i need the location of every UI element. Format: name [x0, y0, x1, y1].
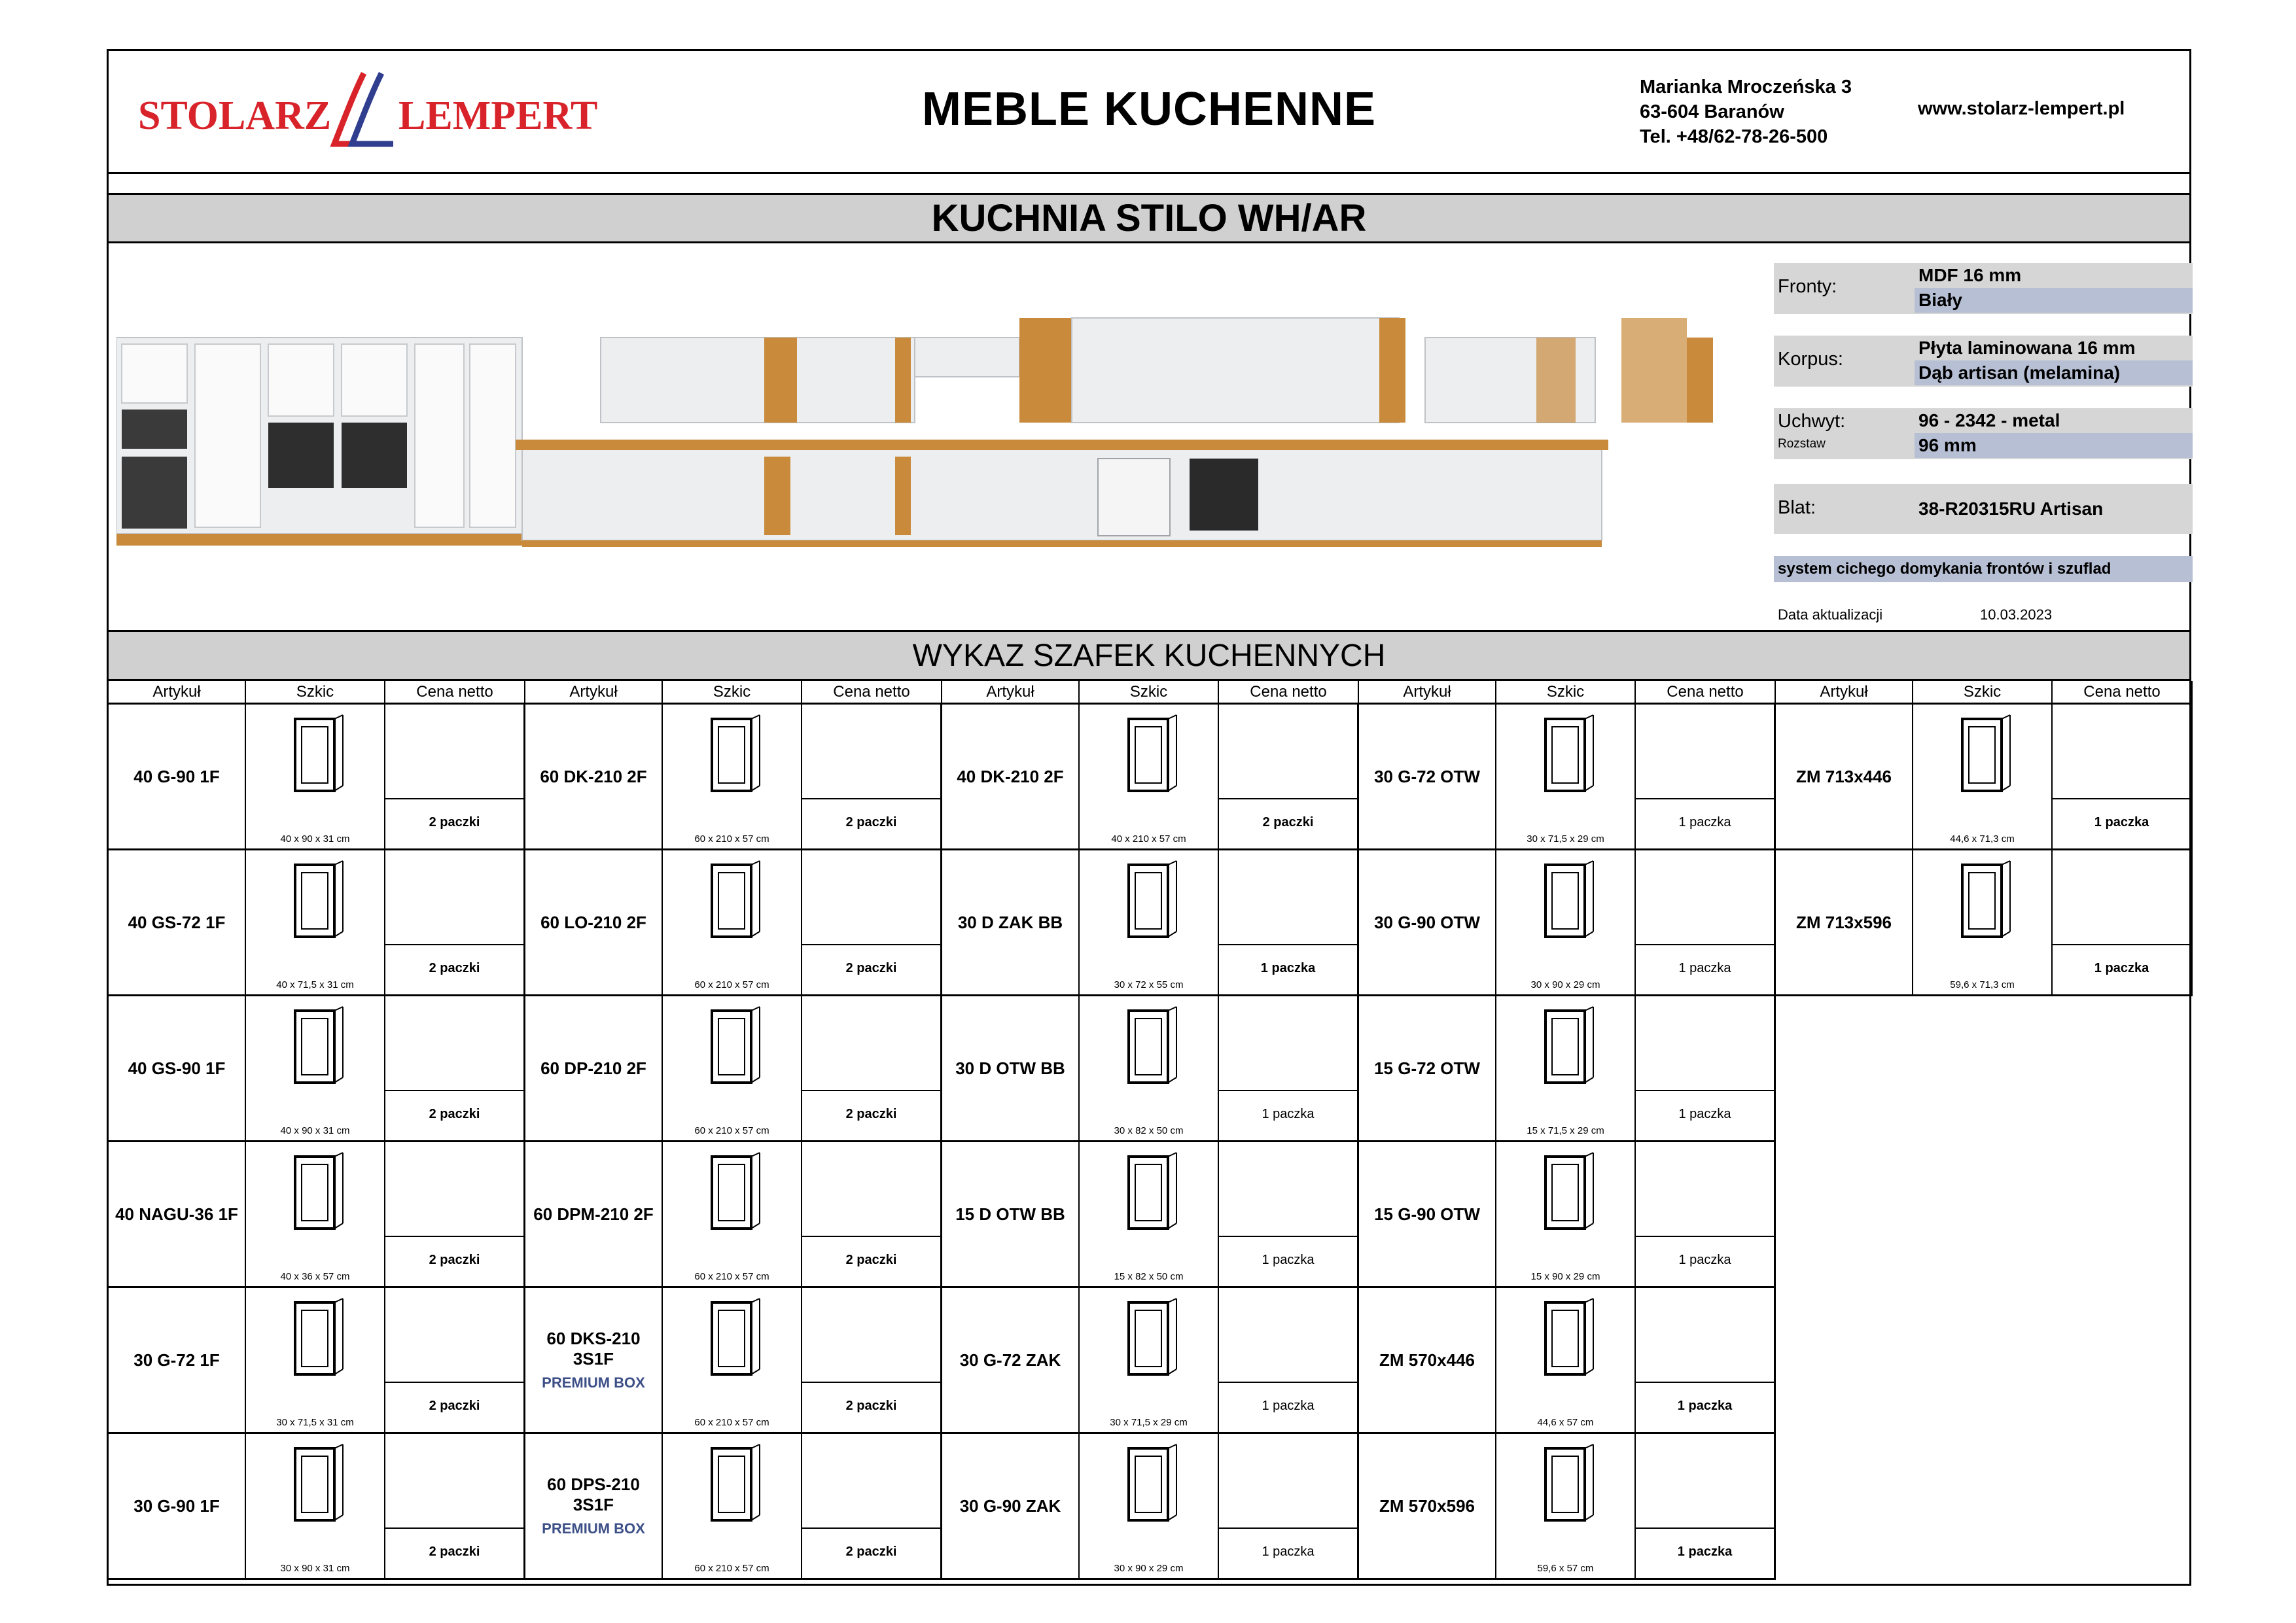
article-code [1359, 1434, 1496, 1578]
front-panel-wide-icon [1536, 1442, 1597, 1527]
dimensions: 30 x 71,5 x 29 cm [1527, 833, 1604, 845]
sketch-cell [246, 1434, 385, 1578]
package-count: 2 paczki [429, 1544, 480, 1559]
net-price [1636, 1142, 1774, 1237]
dimensions: 40 x 90 x 31 cm [280, 1125, 350, 1136]
dimensions: 30 x 90 x 29 cm [1530, 979, 1600, 990]
fridge-cabinet-icon [702, 858, 763, 943]
sketch-cell [1080, 1288, 1219, 1432]
website-link[interactable]: www.stolarz-lempert.pl [1918, 98, 2125, 119]
package-count: 2 paczki [845, 815, 897, 829]
open-shelf-icon [1536, 712, 1597, 797]
article-code [1776, 705, 1913, 848]
net-price [802, 996, 940, 1091]
column-header: Cena netto [1636, 681, 1776, 705]
table-row [942, 1434, 1359, 1580]
net-price [802, 850, 940, 945]
table-row [1776, 850, 2193, 996]
package-count: 1 paczka [1262, 1399, 1315, 1413]
column-header: Szkic [1913, 681, 2053, 705]
svg-text:STOLARZ: STOLARZ [138, 94, 332, 138]
front-panel-icon [1536, 1296, 1597, 1381]
sketch-cell [663, 705, 802, 848]
page-title: MEBLE KUCHENNE [921, 83, 1377, 135]
package-count: 2 paczki [845, 961, 897, 975]
article-code [109, 850, 246, 994]
article-name: 40 GS-72 1F [128, 912, 226, 932]
sketch-cell [663, 1288, 802, 1432]
column-header: Cena netto [2053, 681, 2193, 705]
article-name: 30 G-72 1F [133, 1350, 220, 1370]
net-price [1219, 705, 1357, 799]
net-price [1636, 1288, 1774, 1383]
package-count: 2 paczki [429, 815, 480, 829]
column-header: Cena netto [802, 681, 942, 705]
package-count: 2 paczki [1262, 815, 1314, 829]
narrow-shelf-icon [1119, 1150, 1180, 1235]
package-count: 1 paczka [1262, 1253, 1315, 1267]
dimensions: 60 x 210 x 57 cm [694, 979, 769, 990]
table-row [525, 996, 942, 1142]
article-name: ZM 570x446 [1379, 1350, 1475, 1370]
sketch-cell [1496, 1142, 1636, 1286]
article-code [942, 850, 1080, 994]
oven-drawer-cabinet-icon [702, 1442, 763, 1527]
dimensions: 44,6 x 57 cm [1537, 1417, 1594, 1428]
tall-cabinet-icon [1119, 712, 1180, 797]
address-line: 63-604 Baranów [1640, 101, 1784, 122]
sketch-cell [663, 850, 802, 994]
package-count: 1 paczka [1677, 1544, 1733, 1559]
column-header: Artykuł [109, 681, 246, 705]
package-count: 2 paczki [429, 1107, 480, 1121]
oven-micro-cabinet-icon [702, 1150, 763, 1235]
cabinet-list-title: WYKAZ SZAFEK KUCHENNYCH [109, 632, 2189, 681]
article-name: ZM 713x596 [1796, 912, 1892, 932]
table-row [942, 1142, 1359, 1288]
table-row [942, 850, 1359, 996]
article-name: 40 GS-90 1F [128, 1058, 226, 1078]
table-row [942, 996, 1359, 1142]
sketch-cell [1080, 1142, 1219, 1286]
dimensions: 59,6 x 71,3 cm [1950, 979, 2015, 990]
drawer-tall-cabinet-icon [702, 1296, 763, 1381]
package-count: 2 paczki [429, 1399, 480, 1413]
article-name: 60 LO-210 2F [540, 912, 646, 932]
glass-cabinet-tall-icon [285, 1004, 346, 1089]
net-price [385, 1434, 523, 1529]
article-name: ZM 713x446 [1796, 766, 1892, 786]
dimensions: 15 x 82 x 50 cm [1114, 1271, 1184, 1282]
table-row [109, 1288, 525, 1434]
article-name: 30 D ZAK BB [957, 912, 1063, 932]
sketch-cell [1496, 996, 1636, 1140]
table-row [942, 705, 1359, 850]
sketch-cell [1080, 705, 1219, 848]
dimensions: 15 x 71,5 x 29 cm [1527, 1125, 1604, 1136]
sketch-cell [246, 705, 385, 848]
article-code [1359, 1142, 1496, 1286]
column-header: Artykuł [525, 681, 663, 705]
sketch-cell [246, 850, 385, 994]
dimensions: 30 x 90 x 31 cm [280, 1563, 350, 1574]
table-row [942, 1288, 1359, 1434]
article-name: 60 DK-210 2F [540, 766, 647, 786]
table-row [525, 850, 942, 996]
sketch-cell [246, 1288, 385, 1432]
article-code [109, 1434, 246, 1578]
dimensions: 40 x 36 x 57 cm [280, 1271, 350, 1282]
table-row [109, 705, 525, 850]
spec-value: MDF 16 mm [1918, 265, 2022, 285]
package-count: 1 paczka [1260, 961, 1316, 975]
package-count: 1 paczka [2094, 961, 2149, 975]
dimensions: 30 x 90 x 29 cm [1114, 1563, 1184, 1574]
kitchen-title: KUCHNIA STILO WH/AR [109, 195, 2189, 243]
package-count: 1 paczka [1678, 1253, 1731, 1267]
spec-value: Płyta laminowana 16 mm [1918, 338, 2136, 358]
article-name: 15 D OTW BB [955, 1204, 1065, 1224]
column-header: Cena netto [1219, 681, 1359, 705]
package-count: 1 paczka [1678, 815, 1731, 829]
front-panel-icon [1952, 712, 2013, 797]
column-header: Szkic [246, 681, 385, 705]
spec-label: Uchwyt: [1778, 411, 1846, 432]
net-price [1636, 1434, 1774, 1529]
article-name: 60 DPM-210 2F [533, 1204, 654, 1224]
article-name: 40 G-90 1F [133, 766, 220, 786]
net-price [385, 996, 523, 1091]
corner-shelf-icon [1119, 1296, 1180, 1381]
premium-box-badge: PREMIUM BOX [542, 1520, 645, 1537]
update-label: Data aktualizacji [1778, 606, 1883, 623]
dimensions: 30 x 72 x 55 cm [1114, 979, 1184, 990]
article-name: 30 G-72 OTW [1374, 766, 1480, 786]
spec-value: 96 mm [1915, 433, 2193, 458]
column-header: Szkic [663, 681, 802, 705]
dimensions: 40 x 71,5 x 31 cm [276, 979, 354, 990]
article-code [525, 850, 663, 994]
article-name: 30 G-90 OTW [1374, 912, 1480, 932]
article-code [1359, 850, 1496, 994]
article-code [109, 705, 246, 848]
front-panel-wide-icon [1952, 858, 2013, 943]
column-header: Szkic [1080, 681, 1219, 705]
svg-text:LEMPERT: LEMPERT [398, 94, 598, 138]
article-name: 60 DPS-210 3S1F [547, 1475, 640, 1514]
sketch-cell [663, 1434, 802, 1578]
article-code [942, 1142, 1080, 1286]
article-name: 40 DK-210 2F [957, 766, 1064, 786]
table-row [1776, 705, 2193, 850]
net-price [2053, 850, 2191, 945]
dimensions: 15 x 90 x 29 cm [1530, 1271, 1600, 1282]
article-code [525, 1142, 663, 1286]
article-code [1359, 705, 1496, 848]
package-count: 2 paczki [429, 1253, 480, 1267]
spec-fronts [1774, 263, 2193, 314]
update-date: 10.03.2023 [1980, 606, 2053, 623]
spec-value: 38-R20315RU Artisan [1918, 498, 2104, 519]
net-price [802, 1434, 940, 1529]
table-row [525, 1434, 942, 1580]
article-code [109, 1288, 246, 1432]
dimensions: 40 x 90 x 31 cm [280, 833, 350, 845]
table-row [525, 1142, 942, 1288]
dimensions: 60 x 210 x 57 cm [694, 833, 769, 845]
spec-value: 96 - 2342 - metal [1918, 410, 2060, 430]
table-row [525, 705, 942, 850]
table-row [525, 1288, 942, 1434]
sketch-cell [663, 996, 802, 1140]
table-row [1359, 996, 1776, 1142]
article-code [1359, 1288, 1496, 1432]
table-row [1359, 1288, 1776, 1434]
divider [109, 174, 2189, 195]
spec-body [1774, 336, 2193, 387]
cabinet-narrow-tall-icon [285, 1442, 346, 1527]
table-row [1359, 1434, 1776, 1580]
spec-label: Fronty: [1778, 276, 1837, 297]
narrow-shelf-tall-icon [1536, 1150, 1597, 1235]
kitchen-showcase [109, 243, 2189, 632]
article-name: 40 NAGU-36 1F [115, 1204, 238, 1224]
sketch-cell [663, 1142, 802, 1286]
package-count: 1 paczka [1677, 1399, 1733, 1413]
article-name: 30 D OTW BB [955, 1058, 1065, 1078]
package-count: 1 paczka [1262, 1107, 1315, 1121]
table-row [109, 1434, 525, 1580]
corner-shelf-icon [1119, 858, 1180, 943]
article-name: 30 G-90 ZAK [959, 1495, 1061, 1516]
oven-cabinet-icon [702, 1004, 763, 1089]
spec-label: Korpus: [1778, 349, 1843, 370]
company-address [1640, 75, 1852, 149]
article-code [525, 1288, 663, 1432]
dimensions: 44,6 x 71,3 cm [1950, 833, 2015, 845]
net-price [1219, 996, 1357, 1091]
sketch-cell [1496, 1288, 1636, 1432]
net-price [385, 850, 523, 945]
premium-box-badge: PREMIUM BOX [542, 1374, 645, 1391]
open-shelf-tall-icon [1536, 858, 1597, 943]
sketch-cell [1496, 1434, 1636, 1578]
narrow-shelf-icon [1536, 1004, 1597, 1089]
spec-sublabel: Rozstaw [1778, 437, 1826, 451]
article-code [1359, 996, 1496, 1140]
column-header: Artykuł [1359, 681, 1496, 705]
spec-value: Biały [1915, 288, 2193, 313]
net-price [1636, 705, 1774, 799]
column-header: Cena netto [385, 681, 525, 705]
price-sheet [107, 49, 2191, 1586]
sketch-cell [1496, 705, 1636, 848]
dimensions: 60 x 210 x 57 cm [694, 1271, 769, 1282]
article-code [525, 1434, 663, 1578]
spec-value: Dąb artisan (melamina) [1915, 360, 2193, 385]
net-price [385, 1288, 523, 1383]
sketch-cell [1080, 850, 1219, 994]
dimensions: 30 x 82 x 50 cm [1114, 1125, 1184, 1136]
table-row [109, 996, 525, 1142]
article-code [942, 996, 1080, 1140]
dimensions: 60 x 210 x 57 cm [694, 1417, 769, 1428]
cabinet-narrow-icon [285, 1296, 346, 1381]
net-price [1219, 1434, 1357, 1529]
cabinet-tall-icon [285, 712, 346, 797]
column-header: Artykuł [942, 681, 1080, 705]
article-code [942, 705, 1080, 848]
article-name: 15 G-72 OTW [1374, 1058, 1480, 1078]
table-row [109, 1142, 525, 1288]
net-price [1219, 1288, 1357, 1383]
net-price [1219, 850, 1357, 945]
spec-worktop [1774, 484, 2193, 534]
dimensions: 59,6 x 57 cm [1537, 1563, 1594, 1574]
package-count: 1 paczka [1678, 1107, 1731, 1121]
silent-close-note: system cichego domykania frontów i szuflad [1774, 556, 2193, 582]
table-row [1359, 705, 1776, 850]
net-price [385, 705, 523, 799]
table-row [1359, 1142, 1776, 1288]
dimensions: 60 x 210 x 57 cm [694, 1125, 769, 1136]
package-count: 2 paczki [845, 1544, 897, 1559]
sketch-cell [1913, 850, 2053, 994]
article-name: 60 DP-210 2F [540, 1058, 646, 1078]
package-count: 1 paczka [1262, 1544, 1315, 1559]
article-code [942, 1434, 1080, 1578]
glass-cabinet-icon [285, 858, 346, 943]
sketch-cell [1913, 705, 2053, 848]
sketch-cell [246, 1142, 385, 1286]
address-line: Marianka Mroczeńska 3 [1640, 77, 1852, 97]
article-code [525, 705, 663, 848]
article-code [109, 996, 246, 1140]
column-header: Artykuł [1776, 681, 1913, 705]
net-price [1636, 996, 1774, 1091]
dimensions: 30 x 71,5 x 31 cm [276, 1417, 354, 1428]
net-price [2053, 705, 2191, 799]
article-name: 30 G-72 ZAK [959, 1350, 1061, 1370]
spec-handle [1774, 408, 2193, 459]
net-price [802, 705, 940, 799]
article-name: 30 G-90 1F [133, 1495, 220, 1516]
kitchen-render-image [116, 272, 1765, 612]
spec-label: Blat: [1778, 497, 1816, 518]
sketch-cell [1496, 850, 1636, 994]
article-name: 60 DKS-210 3S1F [546, 1329, 641, 1369]
package-count: 2 paczki [845, 1253, 897, 1267]
open-shelf-icon [1119, 1004, 1180, 1089]
net-price [1636, 850, 1774, 945]
hood-cabinet-icon [285, 1150, 346, 1235]
package-count: 2 paczki [845, 1107, 897, 1121]
net-price [802, 1142, 940, 1237]
column-header: Szkic [1496, 681, 1636, 705]
phone-line: Tel. +48/62-78-26-500 [1640, 126, 1828, 147]
article-name: ZM 570x596 [1379, 1495, 1475, 1516]
cabinet-table [109, 681, 2189, 1584]
table-row [1359, 850, 1776, 996]
dimensions: 40 x 210 x 57 cm [1111, 833, 1186, 845]
dimensions: 30 x 71,5 x 29 cm [1110, 1417, 1188, 1428]
corner-shelf-tall-icon [1119, 1442, 1180, 1527]
package-count: 1 paczka [2094, 815, 2149, 829]
net-price [802, 1288, 940, 1383]
article-code [1776, 850, 1913, 994]
dimensions: 60 x 210 x 57 cm [694, 1563, 769, 1574]
article-code [942, 1288, 1080, 1432]
tall-cabinet-icon [702, 712, 763, 797]
net-price [1219, 1142, 1357, 1237]
net-price [385, 1142, 523, 1237]
article-name: 15 G-90 OTW [1374, 1204, 1480, 1224]
header [109, 51, 2189, 174]
article-code [109, 1142, 246, 1286]
package-count: 2 paczki [429, 961, 480, 975]
article-code [525, 996, 663, 1140]
sketch-cell [246, 996, 385, 1140]
table-row [109, 850, 525, 996]
sketch-cell [1080, 996, 1219, 1140]
package-count: 2 paczki [845, 1399, 897, 1413]
sketch-cell [1080, 1434, 1219, 1578]
package-count: 1 paczka [1678, 961, 1731, 975]
